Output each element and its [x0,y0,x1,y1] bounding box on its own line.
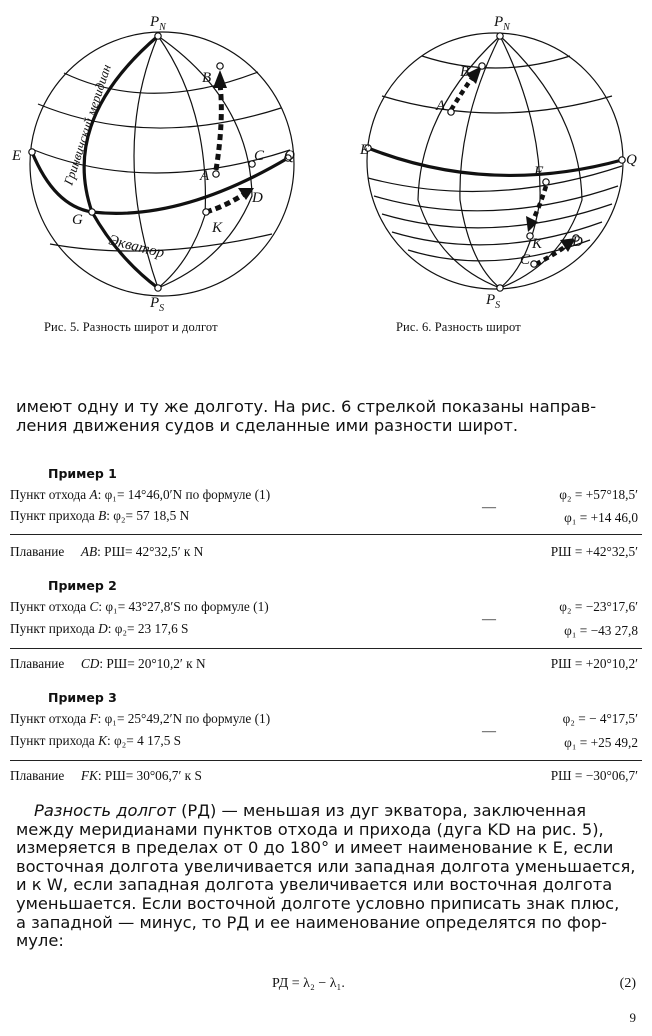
example-1-result: РШ = +42°32,5′ [550,544,638,559]
arrow-f-k [532,186,546,222]
parallel-line [422,56,570,68]
label-g: G [72,212,83,228]
figure-5 [0,0,330,315]
arrow-a-b [216,84,221,170]
example-1-depart: Пункт отхода A: φ₁= 14°46,0′N по формуле (1) [10,487,271,502]
text-line: ления движения судов и сделанные ими разности широт. [16,415,519,435]
example-3-title: Пример 3 [48,690,117,705]
point-q [619,157,625,163]
figure-6 [330,0,652,315]
formula-number: (2) [619,976,636,991]
example-2-arrive: Пункт прихода D: φ₂= 23 17,6 S [10,621,189,636]
point-e [29,149,35,155]
divider [10,760,642,761]
meridian-line [418,36,500,288]
parallel-line [382,204,612,228]
label-greenwich: Гринвичский меридиан [60,62,114,187]
label-c: C [254,148,265,164]
example-2-depart: Пункт отхода C: φ₁= 43°27,8′S по формуле (1) [10,599,269,614]
divider [10,534,642,535]
text-line: восточная долгота увеличивается или западная долгота уменьшается, [16,856,636,876]
example-2-phi2: φ₂ = −23°17,6′ [559,599,638,614]
label-b: B [202,70,212,86]
example-3-arrive: Пункт прихода K: φ₂= 4 17,5 S [10,733,182,748]
example-1-voyage: Плавание AB: РШ= 42°32,5′ к N [10,544,204,559]
label-e: E [12,148,22,164]
point-f [543,179,549,185]
text-line: имеют одну и ту же долготу. На рис. 6 стрелкой показаны направ- [16,397,597,416]
example-3-minus: — [482,724,496,739]
label-equator: Экватор [107,232,166,262]
arrow-a-b [451,78,472,110]
intro-paragraph [16,398,641,435]
page-number: 9 [629,1010,636,1025]
point-pn [155,33,161,39]
example-3-voyage: Плавание FK: РШ= 30°06,7′ к S [10,768,202,783]
example-2-minus: — [482,612,496,627]
divider [10,648,642,649]
definition-term: Разность долгот [34,801,176,820]
arrow-k-d [206,194,244,212]
text-line: и к W, если западная долгота увеличивается или восточная долгота [16,875,613,895]
definition-paragraph [16,802,641,951]
label-pn: $P_N$ [150,14,166,33]
text-line: а западной — минус, то РД и ее наименование определятся по фор- [16,912,608,932]
equator-line [368,148,622,175]
point-ps [155,285,161,291]
parallel-line [382,96,612,113]
label-c: C [520,252,531,268]
label-ps: $P_S$ [486,292,501,311]
label-q: Q [284,148,295,164]
point-c [531,261,537,267]
label-a: A [436,98,446,114]
example-2-voyage: Плавание CD: РШ= 20°10,2′ к N [10,656,206,671]
text-line: Разность долгот (РД) — меньшая из дуг экватора, заключенная [34,801,587,820]
point-k [203,209,209,215]
point-b [479,63,485,69]
example-1-minus: — [482,500,496,515]
example-3-depart: Пункт отхода F: φ₁= 25°49,2′N по формуле (1) [10,711,271,726]
label-a: A [200,168,210,184]
arrowhead-icon [213,70,227,88]
example-1-phi2: φ₂ = +57°18,5′ [559,487,638,502]
text-line: уменьшается. Если восточной долготе условно приписать знак плюс, [16,893,620,913]
formula: РД = λ₂ − λ₁. [272,976,345,991]
example-1-arrive: Пункт прихода B: φ₂= 57 18,5 N [10,508,190,523]
label-k: K [212,220,223,236]
example-3-phi1: φ₁ = +25 49,2 [564,735,638,750]
label-f: F [534,164,544,180]
example-1-phi1: φ₁ = +14 46,0 [564,510,638,525]
text-line: между меридианами пунктов отхода и прихода (дуга KD на рис. 5), [16,819,604,839]
figure-5-caption: Рис. 5. Разность широт и долгот [44,320,218,334]
label-d: D [252,190,263,206]
point-a [213,171,219,177]
point-pn [497,33,503,39]
point-g [89,209,95,215]
example-2-title: Пример 2 [48,578,117,593]
example-3-phi2: φ₂ = − 4°17,5′ [562,711,638,726]
text-line: измеряется в пределах от 0 до 180° и имеет наименование к Е, если [16,838,614,858]
label-e: E [360,142,370,158]
point-a [448,109,454,115]
label-ps: $P_S$ [150,295,165,314]
label-d: D [572,234,583,250]
label-b: B [460,64,470,80]
point-ps [497,285,503,291]
example-2-result: РШ = +20°10,2′ [550,656,638,671]
point-b [217,63,223,69]
example-2-phi1: φ₁ = −43 27,8 [564,623,638,638]
label-k: K [532,236,543,252]
example-1-title: Пример 1 [48,466,117,481]
text-line: муле: [16,931,64,951]
figure-6-caption: Рис. 6. Разность широт [396,320,521,334]
label-q: Q [626,152,637,168]
label-pn: $P_N$ [494,14,510,33]
parallel-line [38,104,281,128]
example-3-result: РШ = −30°06,7′ [550,768,638,783]
